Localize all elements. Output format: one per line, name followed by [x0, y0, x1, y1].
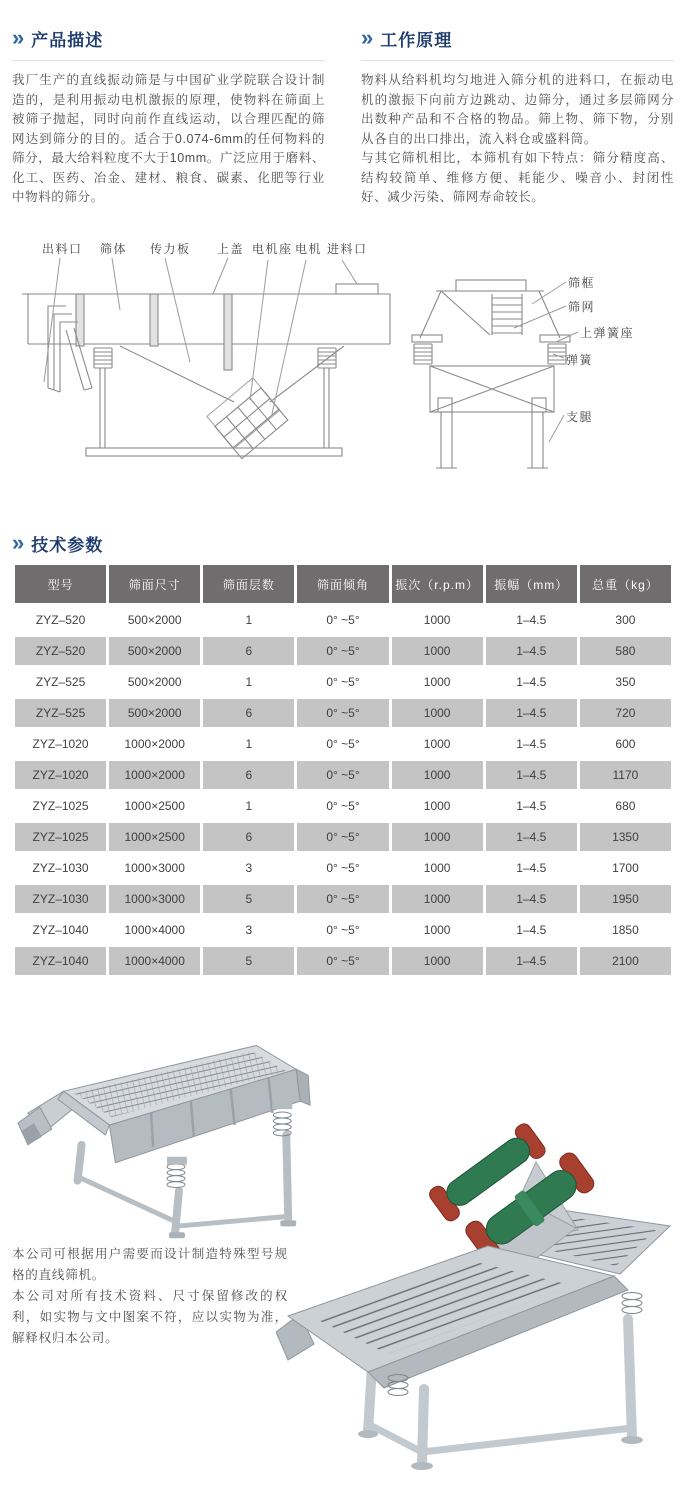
product-photo-screen-with-motors [276, 1104, 684, 1478]
table-cell: ZYZ–525 [15, 699, 106, 727]
table-cell: 1350 [580, 823, 671, 851]
intro-columns [0, 26, 686, 232]
table-row [15, 668, 671, 696]
table-cell: 0° ~5° [297, 637, 388, 665]
table-cell: 0° ~5° [297, 885, 388, 913]
table-cell: ZYZ–1020 [15, 730, 106, 758]
diagram-label-motor: 电机 [295, 242, 323, 256]
table-cell: 0° ~5° [297, 699, 388, 727]
diagram-label-screen-mesh: 筛网 [568, 300, 596, 314]
table-cell: 1000 [392, 699, 483, 727]
table-row [15, 730, 671, 758]
table-cell: 1–4.5 [486, 606, 577, 634]
table-header-cell: 筛面尺寸 [109, 565, 200, 603]
diagram-label-support-leg: 支腿 [566, 410, 594, 424]
table-cell: ZYZ–1040 [15, 916, 106, 944]
divider [12, 60, 325, 61]
section-technical-parameters [0, 531, 686, 978]
table-cell: 1000 [392, 637, 483, 665]
table-cell: 1000×3000 [109, 885, 200, 913]
table-row [15, 854, 671, 882]
table-cell: 6 [203, 637, 294, 665]
table-cell: 1–4.5 [486, 668, 577, 696]
section-title: 产品描述 [31, 31, 104, 50]
table-cell: 600 [580, 730, 671, 758]
footer-note-text-1: 本公司可根据用户需要而设计制造特殊型号规格的直线筛机。 [12, 1247, 288, 1282]
table-cell: ZYZ–1025 [15, 823, 106, 851]
table-cell: 1000 [392, 730, 483, 758]
section-product-description [12, 26, 325, 232]
table-cell: 300 [580, 606, 671, 634]
table-cell: 720 [580, 699, 671, 727]
table-header-cell: 振幅（mm） [486, 565, 577, 603]
table-header-cell: 型号 [15, 565, 106, 603]
diagram-label-discharge-port: 出料口 [42, 242, 83, 256]
table-cell: 1000×2500 [109, 823, 200, 851]
table-cell: 0° ~5° [297, 668, 388, 696]
table-cell: 1 [203, 730, 294, 758]
table-cell: 1000 [392, 947, 483, 975]
table-cell: ZYZ–525 [15, 668, 106, 696]
diagram-label-upper-spring-seat: 上弹簧座 [580, 326, 635, 340]
table-cell: 3 [203, 916, 294, 944]
parameters-table-body [15, 606, 671, 975]
diagram-label-spring: 弹簧 [566, 353, 594, 367]
table-cell: 500×2000 [109, 668, 200, 696]
table-cell: 0° ~5° [297, 792, 388, 820]
technical-parameters-header [12, 531, 674, 556]
table-cell: 1000×4000 [109, 947, 200, 975]
working-principle-header [361, 26, 674, 51]
table-row [15, 606, 671, 634]
table-cell: 0° ~5° [297, 947, 388, 975]
table-row [15, 947, 671, 975]
table-cell: 500×2000 [109, 637, 200, 665]
diagram-label-screen-frame: 筛框 [568, 276, 596, 290]
table-cell: 1–4.5 [486, 947, 577, 975]
table-cell: 1–4.5 [486, 885, 577, 913]
table-header-cell: 总重（kg） [580, 565, 671, 603]
table-row [15, 823, 671, 851]
table-cell: 1000 [392, 606, 483, 634]
table-cell: 500×2000 [109, 606, 200, 634]
table-cell: ZYZ–520 [15, 637, 106, 665]
table-cell: 0° ~5° [297, 730, 388, 758]
table-cell: 1000×2000 [109, 761, 200, 789]
table-cell: 500×2000 [109, 699, 200, 727]
table-cell: 3 [203, 854, 294, 882]
diagram-label-screen-body: 筛体 [100, 242, 128, 256]
section-title: 工作原理 [380, 31, 453, 50]
table-row [15, 761, 671, 789]
diagram-label-top-cover: 上盖 [217, 242, 245, 256]
divider [361, 60, 674, 61]
table-cell: 6 [203, 823, 294, 851]
table-cell: ZYZ–1030 [15, 885, 106, 913]
product-description-header [12, 26, 325, 51]
table-cell: 680 [580, 792, 671, 820]
table-row [15, 637, 671, 665]
table-cell: 1000 [392, 792, 483, 820]
table-cell: 0° ~5° [297, 823, 388, 851]
table-cell: ZYZ–1030 [15, 854, 106, 882]
working-principle-text-2: 与其它筛机相比，本筛机有如下特点：筛分精度高、结构较简单、维修方便、耗能少、噪音小、封闭性好、减少污染、筛网寿命较长。 [361, 151, 674, 204]
table-header-row [15, 565, 671, 603]
table-cell: ZYZ–1025 [15, 792, 106, 820]
footer-note-text-2: 本公司对所有技术资料、尺寸保留修改的权利，如实物与文中图案不符，应以实物为准，解释权归本公司。 [12, 1289, 288, 1345]
table-cell: 1000 [392, 668, 483, 696]
table-cell: 1–4.5 [486, 637, 577, 665]
table-cell: 1850 [580, 916, 671, 944]
table-cell: 1000 [392, 885, 483, 913]
table-cell: 1 [203, 792, 294, 820]
table-row [15, 885, 671, 913]
table-cell: ZYZ–1020 [15, 761, 106, 789]
diagram-label-feed-inlet: 进料口 [327, 242, 368, 256]
table-cell: 1700 [580, 854, 671, 882]
table-header-cell: 振次（r.p.m） [392, 565, 483, 603]
table-cell: 2100 [580, 947, 671, 975]
table-cell: 5 [203, 885, 294, 913]
parameters-table [12, 562, 674, 978]
table-cell: 1–4.5 [486, 761, 577, 789]
table-cell: 1000 [392, 916, 483, 944]
section-title: 技术参数 [31, 536, 104, 555]
table-cell: 1–4.5 [486, 792, 577, 820]
table-cell: 1170 [580, 761, 671, 789]
table-cell: 1000×4000 [109, 916, 200, 944]
table-row [15, 699, 671, 727]
table-cell: 1 [203, 668, 294, 696]
double-chevron-icon: » [361, 24, 374, 50]
table-cell: 1–4.5 [486, 916, 577, 944]
product-description-text: 我厂生产的直线振动筛是与中国矿业学院联合设计制造的，是利用振动电机激振的原理，使物料在筛面上被筛子抛起，同时向前作直线运动，以合理匹配的筛网达到筛分的目的。适合于0.074-6mm的任何物料的筛分，最大给料粒度不大于10mm。广泛应用于磨料、化工、医药、冶金、建材、粮食、碳素、化肥等行业中物料的筛分。 [12, 73, 325, 204]
table-cell: 350 [580, 668, 671, 696]
table-cell: 1950 [580, 885, 671, 913]
table-cell: 1 [203, 606, 294, 634]
table-cell: 1000×2000 [109, 730, 200, 758]
bottom-section [0, 978, 686, 1498]
table-cell: 0° ~5° [297, 916, 388, 944]
table-cell: 1000 [392, 854, 483, 882]
double-chevron-icon: » [12, 529, 25, 555]
table-cell: 0° ~5° [297, 854, 388, 882]
table-header-cell: 筛面层数 [203, 565, 294, 603]
table-cell: ZYZ–520 [15, 606, 106, 634]
table-cell: 1–4.5 [486, 823, 577, 851]
table-header-cell: 筛面倾角 [297, 565, 388, 603]
double-chevron-icon: » [12, 24, 25, 50]
table-cell: 5 [203, 947, 294, 975]
working-principle-text-1: 物料从给料机均匀地进入筛分机的进料口，在振动电机的激振下向前方边跳动、边筛分，通过多层筛网分出数种产品和不合格的物品。筛上物、筛下物，分别从各自的出口排出，流入料仓或盛料筒。 [361, 73, 674, 146]
table-cell: ZYZ–1040 [15, 947, 106, 975]
table-cell: 6 [203, 699, 294, 727]
table-cell: 1–4.5 [486, 699, 577, 727]
table-cell: 1–4.5 [486, 854, 577, 882]
table-cell: 1000 [392, 823, 483, 851]
table-cell: 0° ~5° [297, 606, 388, 634]
table-cell: 0° ~5° [297, 761, 388, 789]
table-cell: 1–4.5 [486, 730, 577, 758]
technical-diagram [0, 232, 686, 517]
table-cell: 1000 [392, 761, 483, 789]
table-cell: 1000×2500 [109, 792, 200, 820]
table-cell: 580 [580, 637, 671, 665]
diagram-label-motor-seat: 电机座 [252, 242, 293, 256]
table-cell: 6 [203, 761, 294, 789]
section-working-principle [361, 26, 674, 232]
table-row [15, 792, 671, 820]
table-row [15, 916, 671, 944]
diagram-label-force-plate: 传力板 [150, 242, 191, 256]
footer-note [12, 1244, 288, 1349]
table-cell: 1000×3000 [109, 854, 200, 882]
